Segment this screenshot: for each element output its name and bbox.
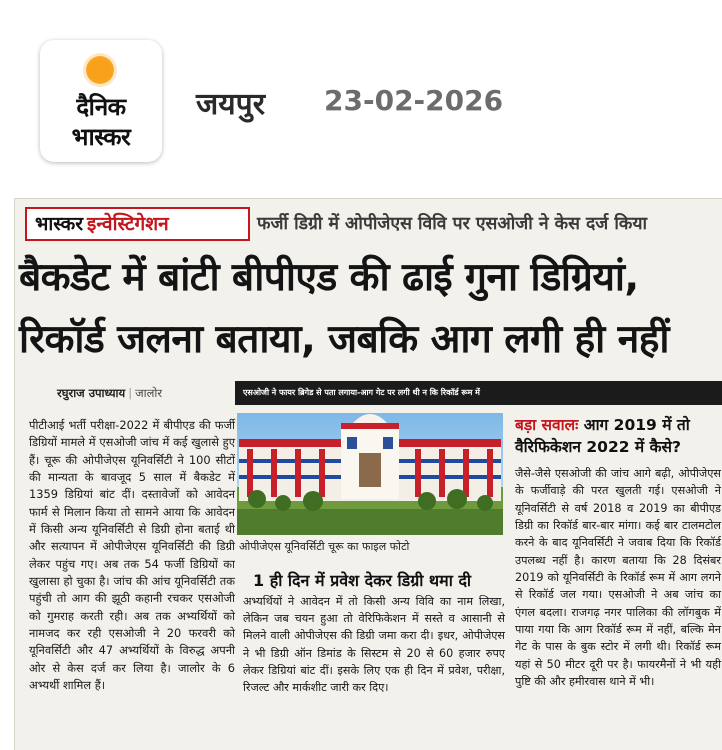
section-kicker <box>25 207 250 241</box>
left-column-text <box>29 417 235 695</box>
app-logo-tile[interactable] <box>40 40 162 162</box>
logo-text-line1: दैनिक <box>76 93 126 121</box>
photo-caption: ओपीजेएस यूनिवर्सिटी चूरू का फाइल फोटो <box>239 540 410 553</box>
left-column-paragraph: पीटीआई भर्ती परीक्षा-2022 में बीपीएड की फर्जी डिग्रियों मामले में एसओजी जांच में कई खुलासे हुए हैं। चूरू की ओपीजेएस यूनिवर्सिटी ने 100 सीटों की मान्यता के बावजूद 5 साल में बैकडेट में 1359 डिग्रियां बांट दीं। दस्तावेजों को आवेदन फार्म से मिलान किया तो सामने आया कि आवेदन में किसी अन्य यूनिवर्सिटी से डिग्री होना बताई थी और सत्यापन में ओपीजेएस यूनिवर्सिटी की डिग्री लेकर पहुंच गए। अब तक 54 फर्जी डिग्रियों का खुलासा हो चुका है। जांच की आंच यूनिवर्सिटी तक पहुंची तो आग की झूठी कहानी रचकर एसओजी को गुमराह करती रही। अब तक अभ्यर्थियों को नामजद कर रही एसओजी ने 20 फरवरी को यूनिवर्सिटी और 47 अभ्यर्थियों के विरुद्ध अपनी ओर से केस दर्ज कर लिया है। जालोर के 6 अभ्यर्थी शामिल हैं। <box>29 418 235 693</box>
headline-line-1: बैकडेट में बांटी बीपीएड की ढाई गुना डिग्रियां, <box>19 255 639 300</box>
university-building-illustration <box>237 413 503 535</box>
byline <box>21 381 231 405</box>
kicker-investigation: इन्वेस्टिगेशन <box>87 213 169 235</box>
edition-date: 23-02-2026 <box>324 84 504 117</box>
big-question-label: बड़ा सवालः <box>515 416 579 434</box>
right-column-text: जैसे-जैसे एसओजी की जांच आगे बढ़ी, ओपीजेएस के फर्जीवाड़े की परत खुलती गई। एसओजी ने यूनिवर्सिटी से वर्ष 2018 व 2019 का बीपीएड डिग्री का रिकॉर्ड बार-बार मांगा। कई बार टालमटोल करने के बाद यूनिवर्सिटी ने जवाब दिया कि रिकॉर्ड उपलब्ध नहीं है। कारण बताया कि 28 दिसंबर 2019 को यूनिवर्सिटी के रिकॉर्ड रूम में आग लगने से रिकॉर्ड जल गया। एसओजी ने अब जांच का एंगल बदला। राजगढ़ नगर पालिका की लॉगबुक में पाया गया कि आग रिकॉर्ड रूम में नहीं, बल्कि मेन गेट के पास के बुक स्टोर में लगी थी। रिकॉर्ड रूम यहां से 50 मीटर दूरी पर है। फायरमैनों ने भी यही पुष्टि की और हमीरवास थाने में भी। <box>515 467 721 689</box>
byline-separator: | <box>128 386 133 400</box>
big-question-text: आग 2019 में तो वैरिफिकेशन 2022 में कैसे? <box>515 416 690 456</box>
middle-subheading: 1 ही दिन में प्रवेश देकर डिग्री थमा दी <box>253 571 472 590</box>
subhead-bar: एसओजी ने फायर ब्रिगेड से पता लगाया-आग गेट पर लगी थी न कि रिकॉर्ड रूम में <box>235 381 722 405</box>
logo-text-line2: भास्कर <box>71 123 131 151</box>
newspaper-clipping <box>14 198 722 750</box>
kicker-brand: भास्कर <box>35 213 84 235</box>
byline-name: रघुराज उपाध्याय <box>57 386 126 400</box>
edition-city: जयपुर <box>196 87 265 122</box>
strapline: फर्जी डिग्री में ओपीजेएस विवि पर एसओजी ने केस दर्ज किया <box>257 214 648 234</box>
byline-place: जालोर <box>135 386 163 400</box>
sun-icon <box>86 56 114 84</box>
headline-line-2: रिकॉर्ड जलना बताया, जबकि आग लगी ही नहीं <box>19 317 669 362</box>
big-question-heading <box>515 414 722 458</box>
university-photo <box>237 413 503 535</box>
middle-column-text: अभ्यर्थियों ने आवेदन में तो किसी अन्य विवि का नाम लिखा, लेकिन जब चयन हुआ तो वेरिफिकेशन में सस्ते व आसानी से मिलने वाली ओपीजेएस की डिग्री जमा करा दी। इधर, ओपीजेएस ने भी डिग्री ऑन डिमांड के सिस्टम से 20 से 60 हजार रुपए लेकर डिग्रियां बांट दीं। इसके लिए एक ही दिन में प्रवेश, परीक्षा, रिजल्ट और मार्कशीट जारी कर दिए। <box>243 595 505 695</box>
